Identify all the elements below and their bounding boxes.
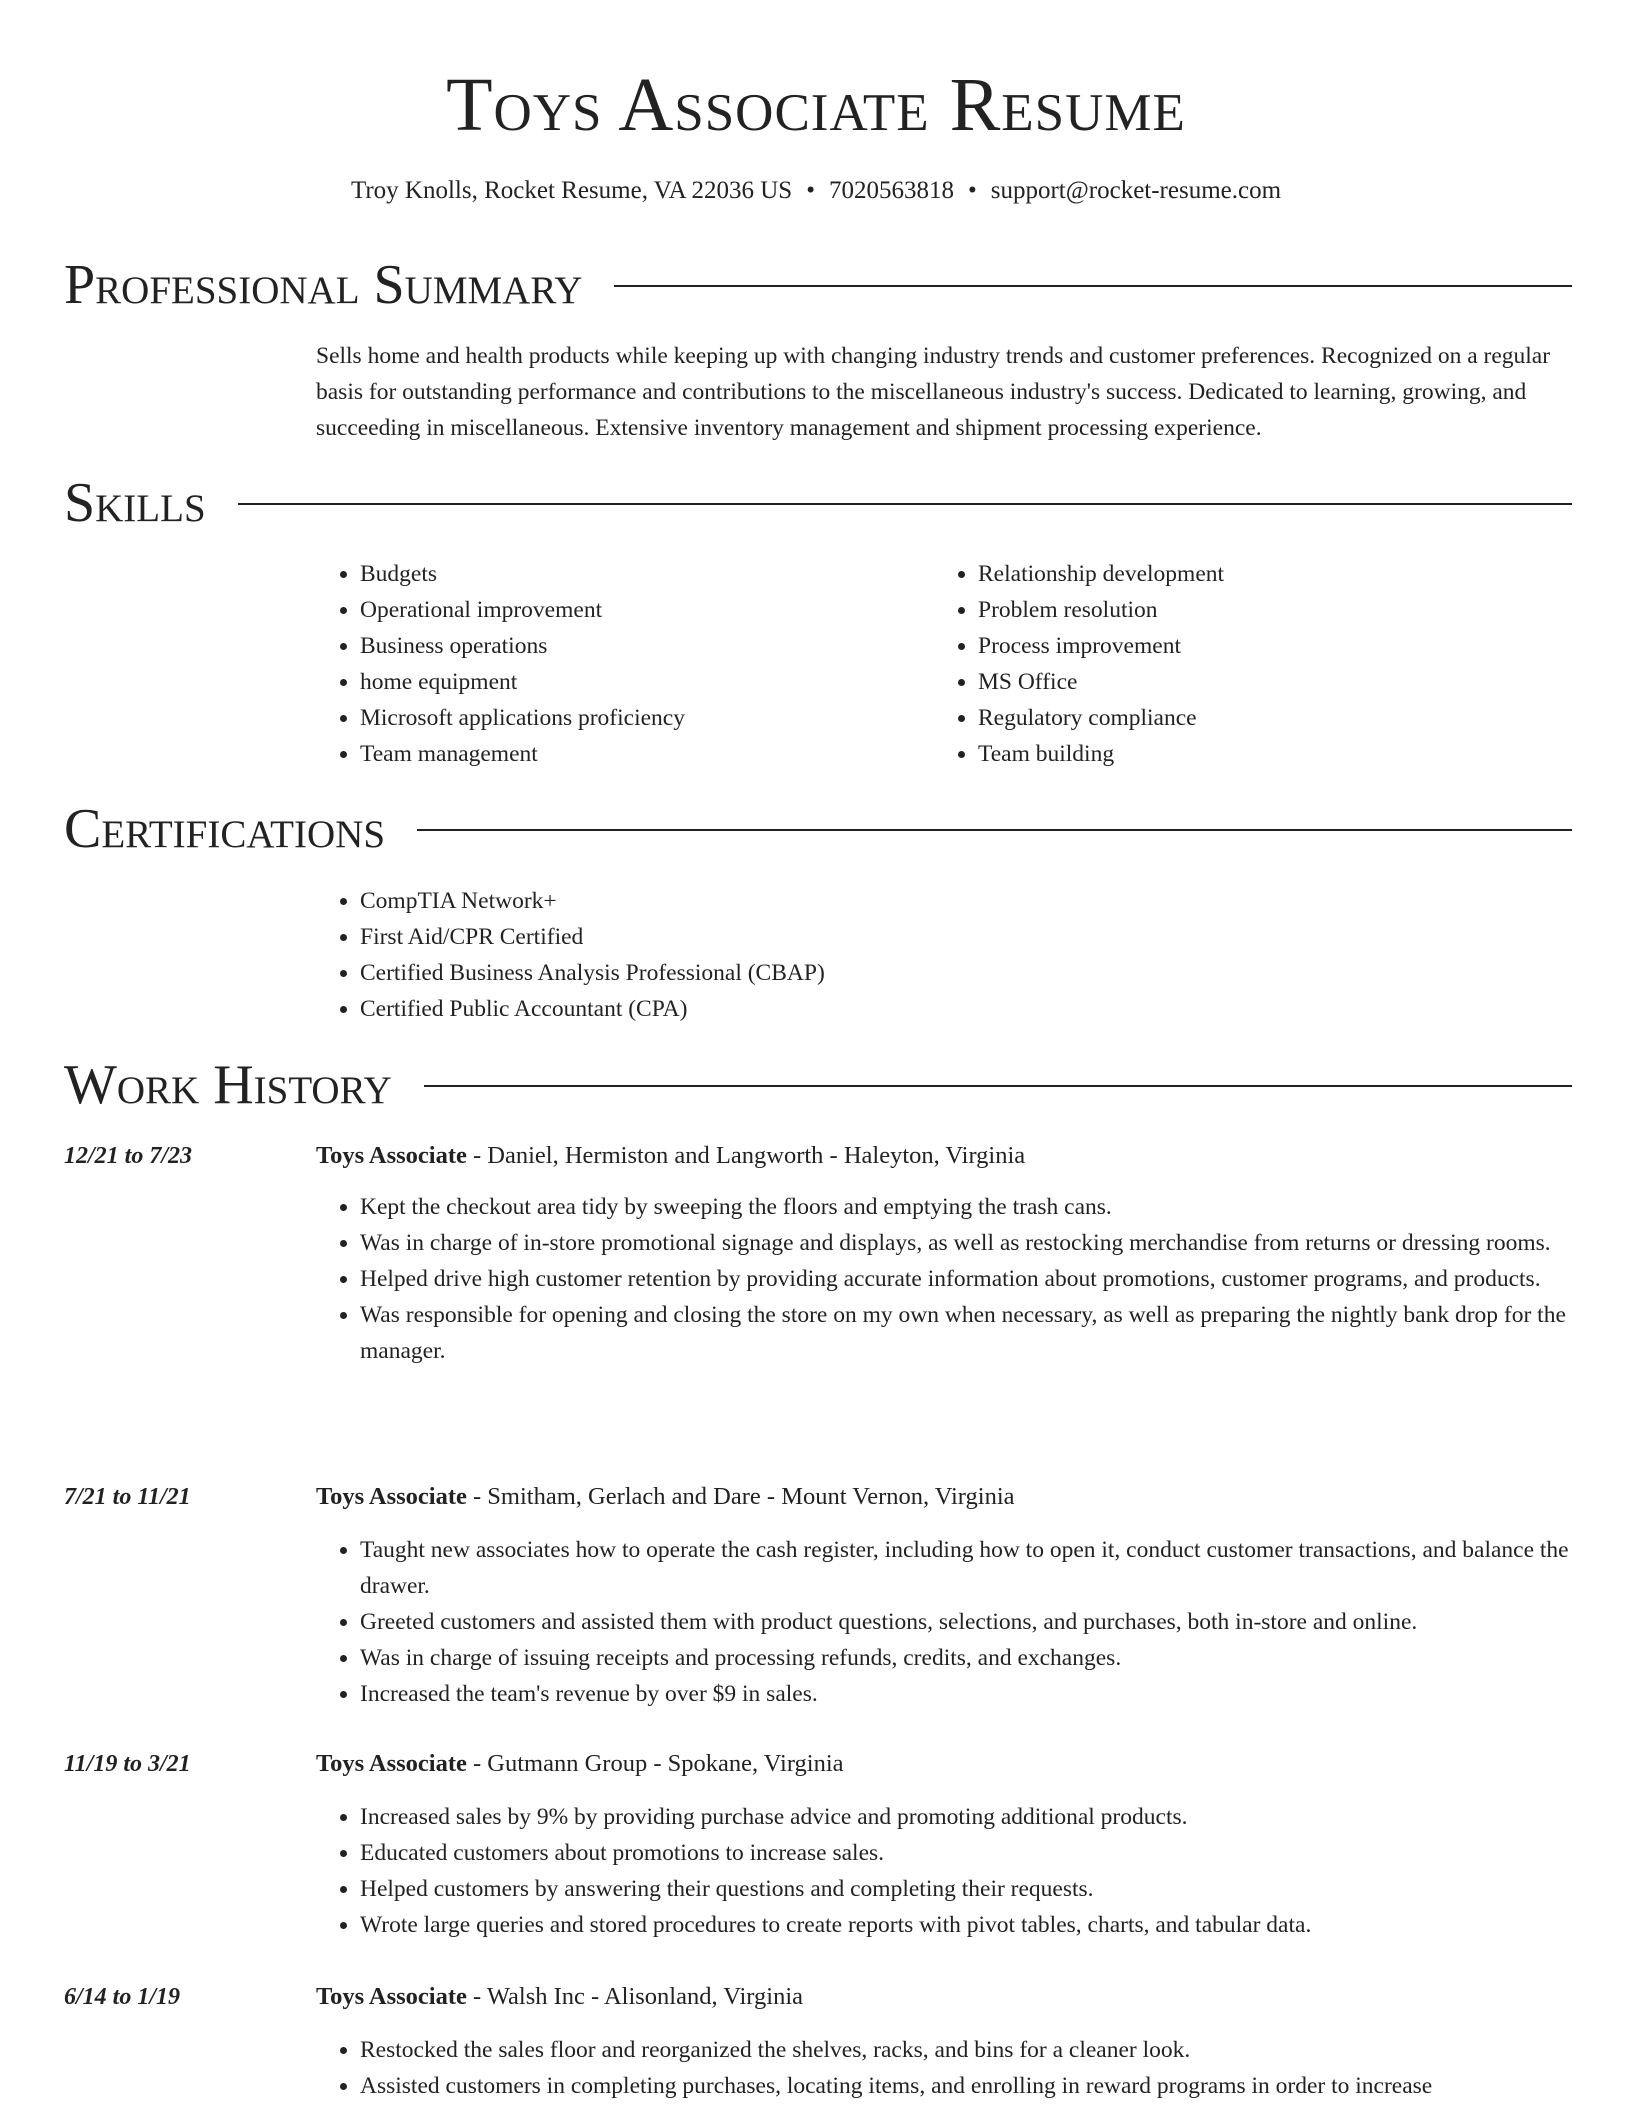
section-divider [614, 285, 1572, 287]
job-company-location: - Gutmann Group - Spokane, Virginia [466, 1750, 844, 1777]
contact-separator: • [967, 177, 977, 204]
certification-item: • Certified Business Analysis Professional (CBAP) [360, 955, 1618, 991]
job-title: Toys Associate [316, 1983, 467, 2010]
job-title: Toys Associate [316, 1483, 467, 1510]
work-title-line [316, 1139, 1574, 1173]
skill-item: • Operational improvement [360, 592, 960, 628]
work-bullet: • Educated customers about promotions to increase sales. [360, 1835, 1618, 1871]
work-bullets [316, 1189, 1618, 1369]
work-bullet: • Increased the team's revenue by over $9 in sales. [360, 1676, 1618, 1712]
section-title: Certifications [64, 798, 386, 860]
skill-item: • Microsoft applications proficiency [360, 700, 960, 736]
skill-item: • Process improvement [978, 628, 1618, 664]
section-divider [417, 829, 1572, 831]
job-company-location: - Daniel, Hermiston and Langworth - Haleyton, Virginia [466, 1142, 1026, 1169]
work-bullets [316, 1799, 1618, 1943]
work-bullet: • Taught new associates how to operate the cash register, including how to open it, conduct customer transactions, and balance the drawer. [360, 1532, 1618, 1604]
job-title: Toys Associate [316, 1142, 467, 1169]
skill-item: • Budgets [360, 556, 960, 592]
work-bullets [316, 2032, 1618, 2104]
work-bullet: • Kept the checkout area tidy by sweeping the floors and emptying the trash cans. [360, 1189, 1618, 1225]
contact-email: support@rocket-resume.com [990, 177, 1282, 204]
section-divider [238, 503, 1572, 505]
work-bullet: • Helped drive high customer retention by providing accurate information about promotions, customer programs, and products. [360, 1261, 1618, 1297]
skills-list-left [316, 556, 960, 772]
section-heading-summary [64, 253, 1572, 317]
certification-item: • First Aid/CPR Certified [360, 919, 1618, 955]
skill-item: • Problem resolution [978, 592, 1618, 628]
skill-item: • home equipment [360, 664, 960, 700]
section-heading-skills [64, 471, 1572, 535]
work-dates: 6/14 to 1/19 [64, 1984, 181, 2010]
work-dates: 7/21 to 11/21 [64, 1484, 191, 1510]
certification-item: • Certified Public Accountant (CPA) [360, 991, 1618, 1027]
work-bullet: • Increased sales by 9% by providing purchase advice and promoting additional products. [360, 1799, 1618, 1835]
job-company-location: - Walsh Inc - Alisonland, Virginia [466, 1983, 804, 2010]
work-bullet: • Restocked the sales floor and reorganized the shelves, racks, and bins for a cleaner look. [360, 2032, 1618, 2068]
work-bullet: • Was in charge of issuing receipts and processing refunds, credits, and exchanges. [360, 1640, 1618, 1676]
contact-separator: • [806, 177, 815, 204]
work-bullet: • Helped customers by answering their questions and completing their requests. [360, 1871, 1618, 1907]
section-heading-work-history [64, 1053, 1572, 1117]
work-title-line [316, 1980, 1574, 2014]
skill-item: • Team management [360, 736, 960, 772]
work-bullets [316, 1532, 1618, 1712]
work-dates: 11/19 to 3/21 [64, 1751, 191, 1777]
job-company-location: - Smitham, Gerlach and Dare - Mount Vernon, Virginia [466, 1483, 1015, 1510]
certification-item: • CompTIA Network+ [360, 883, 1618, 919]
skill-item: • MS Office [978, 664, 1618, 700]
skills-list-right [934, 556, 1618, 772]
certifications-list [316, 883, 1618, 1027]
work-bullet: • Greeted customers and assisted them with product questions, selections, and purchases, both in-store and online. [360, 1604, 1618, 1640]
section-divider [424, 1085, 1572, 1087]
page-title: Toys Associate Resume [446, 63, 1186, 147]
skill-item: • Regulatory compliance [978, 700, 1618, 736]
work-bullet: • Assisted customers in completing purchases, locating items, and enrolling in reward programs in order to increase [360, 2068, 1618, 2104]
skill-item: • Team building [978, 736, 1618, 772]
contact-address: Troy Knolls, Rocket Resume, VA 22036 US [350, 177, 793, 204]
work-title-line [316, 1747, 1574, 1781]
section-title: Professional Summary [64, 254, 583, 316]
work-bullet: • Was in charge of in-store promotional signage and displays, as well as restocking merchandise from returns or dressing rooms. [360, 1225, 1618, 1261]
skill-item: • Business operations [360, 628, 960, 664]
summary-text: Sells home and health products while keeping up with changing industry trends and customer preferences. Recognized on a regular basis for outstanding performance and contributions to the miscellaneous industry's success. Dedicated to learning, growing, and succeeding in miscellaneous. Extensive inventory management and shipment processing experience. [316, 343, 1551, 441]
skill-item: • Relationship development [978, 556, 1618, 592]
work-title-line [316, 1480, 1574, 1514]
job-title: Toys Associate [316, 1750, 467, 1777]
contact-phone: 7020563818 [828, 177, 954, 204]
work-bullet: • Was responsible for opening and closing the store on my own when necessary, as well as preparing the nightly bank drop for the manager. [360, 1297, 1618, 1369]
section-title: Skills [64, 472, 206, 534]
section-title: Work History [64, 1054, 392, 1116]
contact-line [0, 176, 1632, 206]
work-dates: 12/21 to 7/23 [64, 1143, 193, 1169]
work-bullet: • Wrote large queries and stored procedures to create reports with pivot tables, charts, and tabular data. [360, 1907, 1618, 1943]
section-heading-certifications [64, 797, 1572, 861]
